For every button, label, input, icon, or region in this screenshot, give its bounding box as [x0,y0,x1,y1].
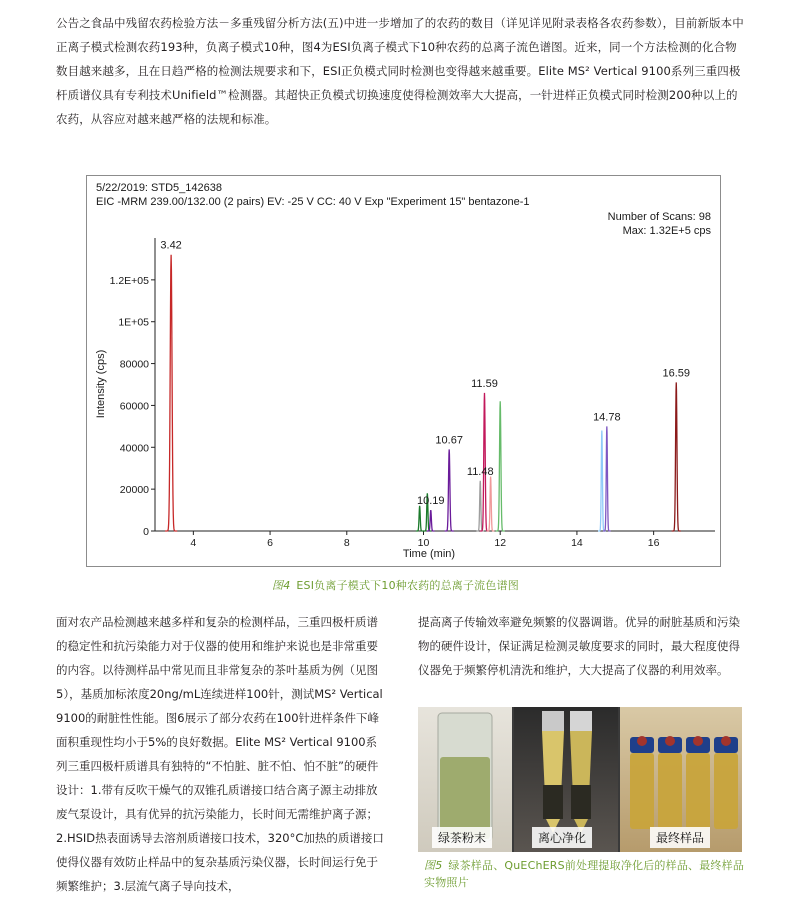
vial-4 [714,736,738,829]
chart-scan-count: Number of Scans: 98 [607,211,711,223]
fig4-caption-text: ESI负离子模式下10种农药的总离子流色谱图 [296,579,519,592]
x-tick-label: 14 [571,537,583,549]
sample-photo [418,707,742,852]
right-column-text: 提高离子传输效率避免频繁的仪器调谐。优异的耐脏基质和污染物的硬件设计，保证满足检测灵敏度要求的同时，最大程度使得仪器免于频繁停机清洗和维护，大大提高了仪器的利用效率。 [418,615,740,677]
fig5-number: 图5 [424,859,443,872]
x-tick-label: 10 [417,537,430,549]
fig4-number: 图4 [272,579,291,592]
intro-paragraph: 公告之食品中残留农药检验方法－多重残留分析方法(五)中进一步增加了的农药的数目（详见详见附录表格各农药参数），目前新版本中正离子模式检测农药193种，负离子模式10种，图4为ESI负离子模式下10种农药的总离子流色谱图。近来，同一个方法检测的化合物数目越来越多，且在日趋严格的检测法规要求和下，ESI正负模式同时检测也变得越来越重要。Elite MS² Vertical 9100系列三重四极杆质谱仪具有专利技术Unifield™检测器。其超快正负模式切换速度使得检测效率大大提高，一针进样正负模式同时检测200种以上的农药，从容应对越来越严格的法规和标准。 [56,16,744,126]
photo-label-centrifuge: 离心净化 [532,827,592,848]
photo-label-final: 最终样品 [650,827,710,848]
y-axis-label: Intensity (cps) [95,349,107,419]
chromatogram-peak [603,426,611,531]
x-tick-label: 16 [647,537,660,549]
peak-label: 3.42 [160,239,182,252]
chromatogram-traces [165,255,681,531]
peak-label: 14.78 [593,411,621,424]
peak-label: 11.48 [466,465,494,478]
fig5-caption-text: 绿茶样品、QuEChERS前处理提取净化后的样品、最终样品实物照片 [424,859,745,889]
x-axis-label: Time (min) [402,548,456,560]
x-tick-label: 12 [494,537,507,549]
chart-header-line1: 5/22/2019: STD5_142638 [96,182,222,194]
peak-label: 16.59 [662,367,691,380]
y-tick-label: 20000 [119,484,149,497]
chromatogram-peak [165,255,177,531]
vial-1 [630,736,654,829]
y-tick-label: 80000 [119,358,149,371]
chromatogram-peak [672,382,681,531]
tube-cap-1 [542,711,564,731]
chromatogram-peak [496,401,505,531]
chromatogram-peak [487,477,495,531]
chromatogram-peak [416,506,424,531]
chromatogram-peak [598,431,606,531]
x-tick-label: 8 [343,537,350,549]
y-tick-label: 0 [143,526,149,538]
x-tick-label: 6 [267,537,273,549]
x-tick-label: 4 [190,537,197,549]
pellet-2 [571,785,591,819]
chromatogram-figure [86,175,721,567]
vial-3 [686,736,710,829]
y-tick-label: 60000 [119,400,149,413]
axes [110,238,715,549]
photo-label-powder: 绿茶粉末 [432,827,492,848]
pellet-1 [543,785,563,819]
chromatogram-svg [87,176,720,566]
vial-2 [658,736,682,829]
y-tick-label: 1.2E+05 [109,274,149,287]
y-tick-label: 1E+05 [118,316,149,329]
peak-label: 10.19 [417,495,445,508]
left-column-text: 面对农产品检测越来越多样和复杂的检测样品，三重四极杆质谱的稳定性和抗污染能力对于仪器的使用和维护来说也是非常重要的内容。以待测样品中常见而且非常复杂的茶叶基质为例（见图5），基质加标浓度20ng/mL连续进样100针，测试MS² Vertical 9100的耐脏性性能。图6展示了部分农药在100针进样条件下峰面积重现性均小于5%的良好数据。Elite MS² Vertical 9100系列三重四极杆质谱具有独特的“不怕脏、脏不怕、怕不脏”的硬件设计：1.带有反吹干燥气的双锥孔质谱接口结合离子源主动排放废气泵设计，具有优异的抗污染能力，长时间无需维护离子源；2.HSID热表面诱导去溶剂质谱接口技术，320°C加热的质谱接口使得仪器有效防止样品中的复杂基质污染仪器，长时间运行免于频繁维护；3.层流气离子导向技术， [56,615,384,893]
peak-labels [160,240,690,507]
chromatogram-peak [445,449,454,531]
chart-header-line2: EIC -MRM 239.00/132.00 (2 pairs) EV: -25 V CC: 40 V Exp "Experiment 15" bentazone-1 [96,196,530,208]
tube-cap-2 [570,711,592,731]
peak-label: 11.59 [471,377,498,390]
peak-label: 10.67 [435,434,463,447]
fig5-caption [424,857,744,891]
fig4-caption [272,577,519,593]
chart-max-value: Max: 1.32E+5 cps [622,225,711,237]
y-tick-label: 40000 [119,442,149,455]
